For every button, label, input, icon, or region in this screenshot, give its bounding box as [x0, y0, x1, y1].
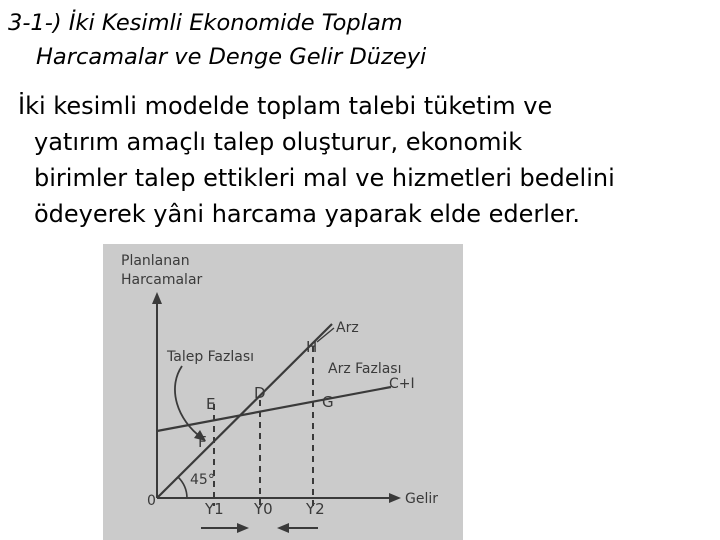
body-line-3: birimler talep ettikleri mal ve hizmetleri bedelini: [34, 164, 615, 192]
point-g: G: [322, 393, 334, 411]
diagram-svg: [103, 244, 463, 540]
point-f: F: [198, 433, 207, 451]
x-axis-arrow: [389, 493, 401, 503]
tick-y0: Y0: [254, 500, 273, 518]
equilibrium-income-diagram: [103, 244, 463, 540]
y-axis-label-line-2: Harcamalar: [121, 272, 203, 288]
angle-arc: [178, 477, 187, 498]
title-line-1: 3-1-) İki Kesimli Ekonomide Toplam: [8, 10, 403, 36]
arrow-left-head: [277, 523, 289, 533]
body-line-2: yatırım amaçlı talep oluşturur, ekonomik: [34, 128, 523, 156]
origin-label: 0: [147, 493, 156, 509]
aggregate-demand-line-ci: [157, 387, 391, 431]
body-line-4: ödeyerek yâni harcama yaparak elde ederler.: [34, 200, 580, 228]
label-arz: Arz: [336, 320, 359, 336]
label-ci: C+I: [389, 376, 415, 392]
x-axis-label: Gelir: [405, 491, 438, 507]
label-arz-fazlasi: Arz Fazlası: [328, 361, 402, 377]
angle-label: 45°: [190, 472, 215, 488]
point-e: E: [206, 395, 216, 413]
tick-y2: Y2: [306, 500, 325, 518]
y-axis-label-line-1: Planlanan: [121, 253, 190, 269]
y-axis-arrow: [152, 292, 162, 304]
slide-title: [8, 6, 426, 74]
title-line-2: Harcamalar ve Denge Gelir Düzeyi: [36, 44, 427, 70]
point-h: H: [306, 338, 318, 356]
point-d: D: [254, 384, 266, 402]
body-line-1: İki kesimli modelde toplam talebi tüketim ve: [18, 92, 553, 120]
tick-y1: Y1: [205, 500, 224, 518]
body-paragraph: [18, 88, 615, 232]
label-talep-fazlasi: Talep Fazlası: [167, 349, 255, 365]
arrow-right-head: [237, 523, 249, 533]
